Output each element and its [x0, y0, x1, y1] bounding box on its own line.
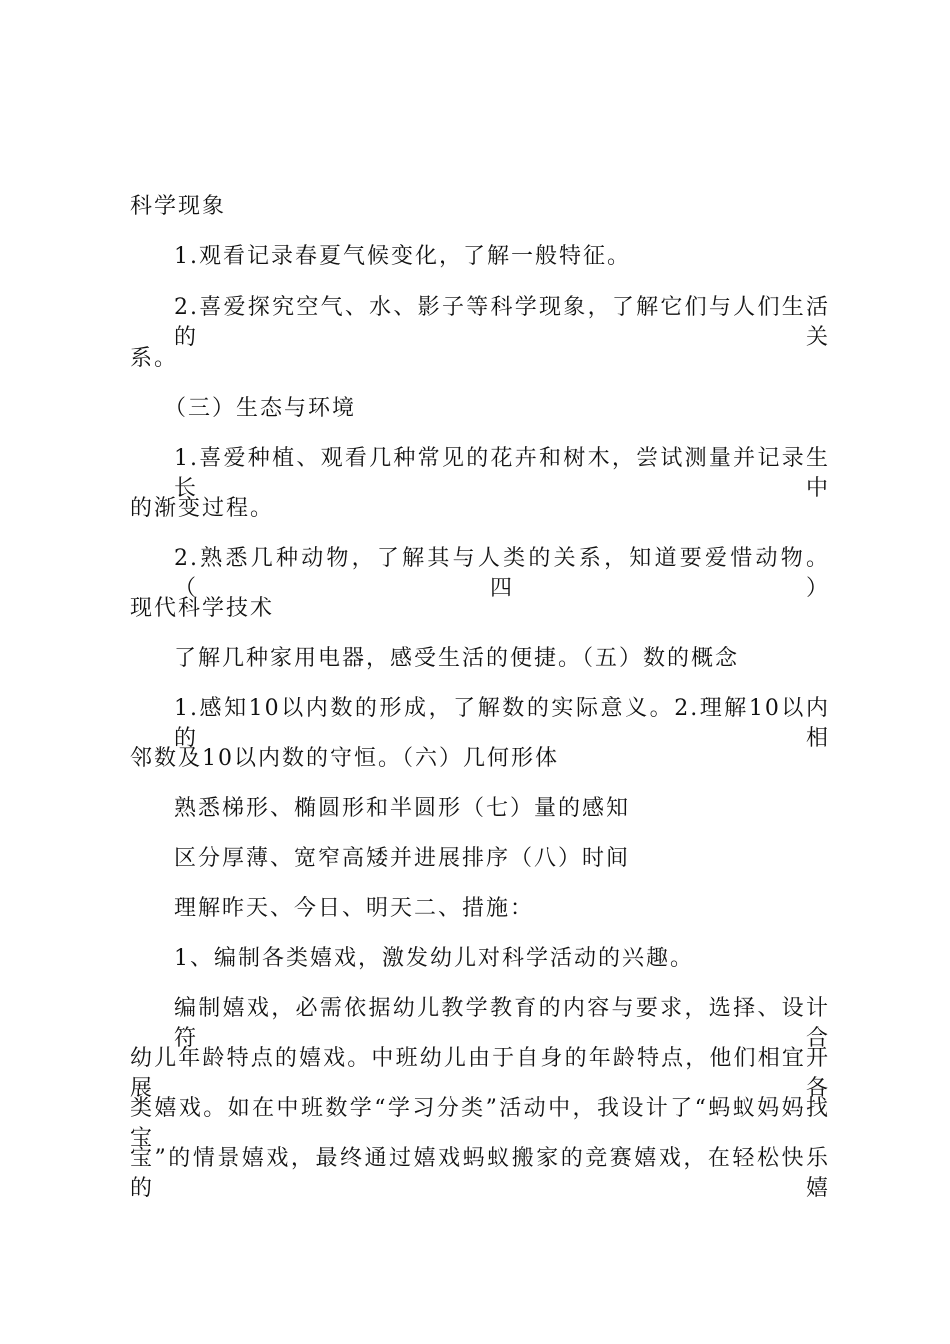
text-line: 现代科学技术 — [130, 596, 275, 621]
text-line: 宝”的情景嬉戏，最终通过嬉戏蚂蚁搬家的竞赛嬉戏，在轻松快乐的嬉 — [130, 1146, 830, 1201]
section-heading: （三）生态与环境 — [164, 396, 357, 421]
text-line: 熟悉梯形、椭圆形和半圆形（七）量的感知 — [174, 796, 631, 821]
text-line: 1.感知10以内数的形成，了解数的实际意义。2.理解10以内的相 — [174, 696, 830, 751]
text-line: 区分厚薄、宽窄高矮并进展排序（八）时间 — [174, 846, 631, 871]
text-line: 幼儿年龄特点的嬉戏。中班幼儿由于自身的年龄特点，他们相宜开展各 — [130, 1046, 830, 1101]
text-line: 了解几种家用电器，感受生活的便捷。（五）数的概念 — [174, 646, 740, 671]
text-line: 理解昨天、今日、明天二、措施： — [174, 896, 535, 921]
text-line: 2.喜爱探究空气、水、影子等科学现象，了解它们与人们生活的关 — [174, 295, 830, 350]
text-line: 编制嬉戏，必需依据幼儿教学教育的内容与要求，选择、设计符合 — [174, 996, 830, 1051]
text-line: 科学现象 — [130, 194, 227, 219]
text-line: 的渐变过程。 — [130, 496, 275, 521]
text-line: 系。 — [130, 346, 179, 371]
text-line: 1.观看记录春夏气候变化，了解一般特征。 — [174, 244, 631, 269]
text-line: 类嬉戏。如在中班数学“学习分类”活动中，我设计了“蚂蚁妈妈找宝 — [130, 1096, 830, 1151]
text-line: 1.喜爱种植、观看几种常见的花卉和树木，尝试测量并记录生长中 — [174, 446, 830, 501]
text-line: 2.熟悉几种动物，了解其与人类的关系，知道要爱惜动物。（四） — [174, 546, 830, 601]
text-line: 邻数及10以内数的守恒。（六）几何形体 — [130, 746, 559, 771]
text-line: 1、编制各类嬉戏，激发幼儿对科学活动的兴趣。 — [174, 946, 694, 971]
